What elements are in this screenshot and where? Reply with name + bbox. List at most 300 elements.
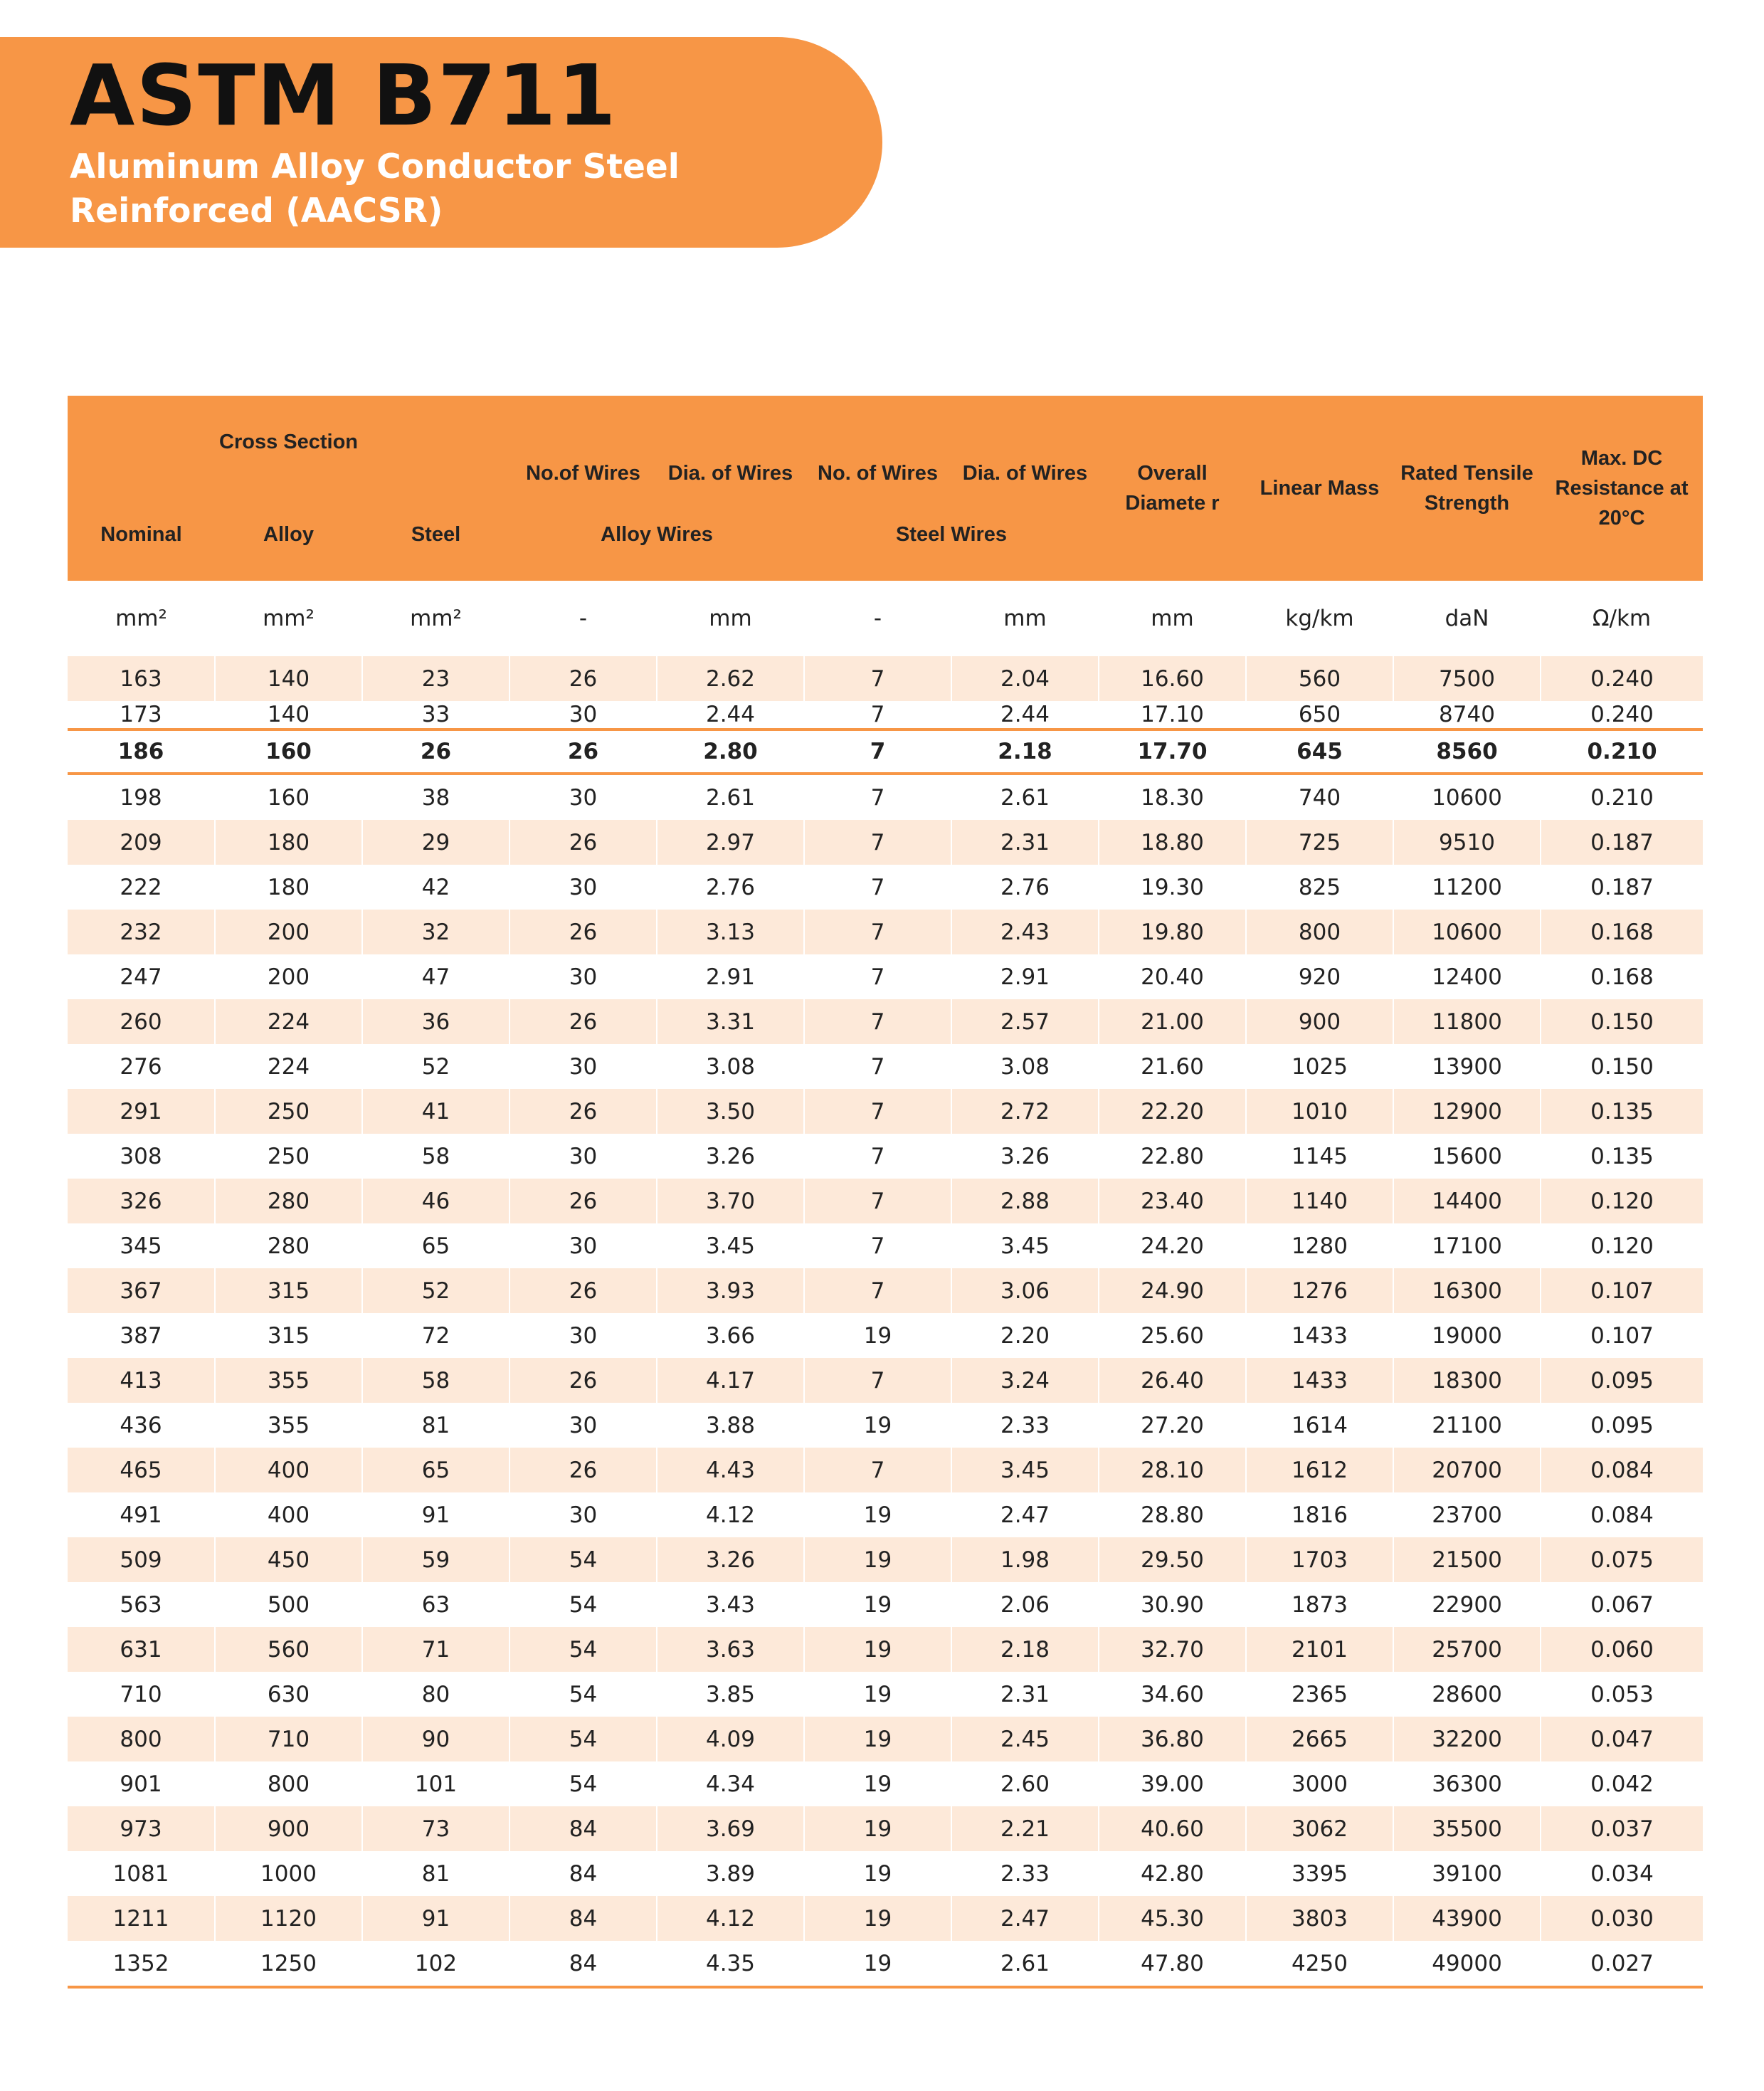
cell-alloy: 710 bbox=[215, 1717, 362, 1761]
cell-rated-tensile-strength: 12400 bbox=[1393, 954, 1541, 999]
cell-max-dc-resistance: 0.067 bbox=[1541, 1582, 1703, 1627]
unit-cell: daN bbox=[1445, 606, 1489, 631]
unit-cell: - bbox=[873, 606, 882, 631]
cell-rated-tensile-strength: 10600 bbox=[1393, 774, 1541, 820]
title-banner bbox=[0, 37, 882, 248]
cell-steel-dia-wires: 3.26 bbox=[951, 1134, 1099, 1179]
cell-overall-diameter: 21.00 bbox=[1099, 999, 1246, 1044]
cell-steel-no-wires: 19 bbox=[804, 1851, 951, 1896]
cell-alloy-dia-wires: 4.12 bbox=[657, 1896, 804, 1941]
cell-steel-no-wires: 19 bbox=[804, 1403, 951, 1448]
header-alloy-no-wires: No.of Wires bbox=[509, 396, 657, 488]
cell-steel-dia-wires: 2.60 bbox=[951, 1761, 1099, 1806]
header-cross-section: Cross Section bbox=[68, 396, 509, 488]
cell-linear-mass: 1276 bbox=[1246, 1268, 1393, 1313]
cell-steel: 59 bbox=[362, 1537, 509, 1582]
cell-linear-mass: 2101 bbox=[1246, 1627, 1393, 1672]
cell-alloy-dia-wires: 3.31 bbox=[657, 999, 804, 1044]
cell-overall-diameter: 18.80 bbox=[1099, 820, 1246, 865]
cell-alloy: 280 bbox=[215, 1223, 362, 1268]
cell-steel-dia-wires: 3.45 bbox=[951, 1448, 1099, 1492]
header-steel-dia-wires: Dia. of Wires bbox=[951, 396, 1099, 488]
cell-max-dc-resistance: 0.034 bbox=[1541, 1851, 1703, 1896]
cell-alloy-no-wires: 26 bbox=[509, 820, 657, 865]
unit-cell: mm² bbox=[263, 606, 315, 631]
cell-nominal: 367 bbox=[68, 1268, 215, 1313]
cell-steel-dia-wires: 2.18 bbox=[951, 730, 1099, 774]
unit-cell: mm² bbox=[410, 606, 462, 631]
header-max-dc-resistance: Max. DC Resistance at 20°C bbox=[1541, 396, 1703, 581]
cell-max-dc-resistance: 0.210 bbox=[1541, 730, 1703, 774]
cell-nominal: 276 bbox=[120, 1053, 162, 1080]
cell-steel: 90 bbox=[362, 1717, 509, 1761]
cell-linear-mass: 1873 bbox=[1246, 1582, 1393, 1627]
cell-steel-no-wires: 7 bbox=[804, 1089, 951, 1134]
cell-max-dc-resistance: 0.135 bbox=[1541, 1089, 1703, 1134]
cell-max-dc-resistance: 0.120 bbox=[1541, 1179, 1703, 1223]
cell-linear-mass: 3395 bbox=[1246, 1851, 1393, 1896]
cell-alloy: 180 bbox=[215, 820, 362, 865]
cell-max-dc-resistance: 0.150 bbox=[1541, 999, 1703, 1044]
cell-steel-dia-wires: 2.33 bbox=[951, 1851, 1099, 1896]
cell-alloy-no-wires: 26 bbox=[509, 1358, 657, 1403]
cell-steel-dia-wires: 3.08 bbox=[951, 1044, 1099, 1089]
cell-max-dc-resistance: 0.047 bbox=[1541, 1717, 1703, 1761]
cell-steel: 65 bbox=[362, 1448, 509, 1492]
cell-steel-dia-wires: 2.31 bbox=[951, 820, 1099, 865]
header-overall-diameter: Overall Diamete r bbox=[1099, 396, 1246, 581]
unit-cell: mm² bbox=[115, 606, 167, 631]
cell-overall-diameter: 22.80 bbox=[1099, 1134, 1246, 1179]
units-row bbox=[68, 581, 1703, 656]
cell-nominal: 209 bbox=[68, 820, 215, 865]
cell-overall-diameter: 42.80 bbox=[1099, 1851, 1246, 1896]
cell-overall-diameter: 22.20 bbox=[1099, 1089, 1246, 1134]
cell-steel-no-wires: 7 bbox=[804, 1134, 951, 1179]
cell-steel-no-wires: 7 bbox=[804, 656, 951, 701]
cell-steel: 80 bbox=[362, 1672, 509, 1717]
cell-steel-no-wires: 19 bbox=[804, 1492, 951, 1537]
cell-rated-tensile-strength: 21100 bbox=[1393, 1403, 1541, 1448]
cell-rated-tensile-strength: 49000 bbox=[1393, 1941, 1541, 1987]
cell-alloy-dia-wires: 4.12 bbox=[657, 1492, 804, 1537]
cell-alloy-no-wires: 26 bbox=[509, 999, 657, 1044]
table-row bbox=[68, 1313, 1703, 1358]
cell-steel: 102 bbox=[362, 1941, 509, 1987]
table-row bbox=[68, 1089, 1703, 1134]
cell-nominal: 1211 bbox=[68, 1896, 215, 1941]
cell-alloy-dia-wires: 3.89 bbox=[657, 1851, 804, 1896]
cell-steel-dia-wires: 2.47 bbox=[951, 1492, 1099, 1537]
cell-steel: 72 bbox=[362, 1313, 509, 1358]
cell-rated-tensile-strength: 11800 bbox=[1393, 999, 1541, 1044]
table-row bbox=[68, 1492, 1703, 1537]
table-header bbox=[68, 396, 1703, 656]
cell-rated-tensile-strength: 43900 bbox=[1393, 1896, 1541, 1941]
cell-linear-mass: 1433 bbox=[1246, 1313, 1393, 1358]
page-subtitle bbox=[70, 145, 852, 233]
table-row bbox=[68, 1896, 1703, 1941]
cell-alloy: 1250 bbox=[215, 1941, 362, 1987]
cell-alloy: 200 bbox=[215, 954, 362, 999]
cell-steel-dia-wires: 3.45 bbox=[951, 1223, 1099, 1268]
cell-alloy: 180 bbox=[215, 865, 362, 910]
cell-alloy: 1000 bbox=[215, 1851, 362, 1896]
cell-alloy: 315 bbox=[215, 1268, 362, 1313]
cell-nominal: 631 bbox=[68, 1627, 215, 1672]
cell-nominal: 198 bbox=[120, 784, 162, 811]
cell-steel-no-wires: 19 bbox=[804, 1761, 951, 1806]
cell-alloy-no-wires: 30 bbox=[509, 1313, 657, 1358]
cell-max-dc-resistance: 0.053 bbox=[1541, 1672, 1703, 1717]
cell-steel-dia-wires: 2.33 bbox=[951, 1403, 1099, 1448]
cell-steel-dia-wires: 2.47 bbox=[951, 1896, 1099, 1941]
cell-steel: 41 bbox=[362, 1089, 509, 1134]
cell-rated-tensile-strength: 35500 bbox=[1393, 1806, 1541, 1851]
cell-steel-no-wires: 19 bbox=[804, 1582, 951, 1627]
cell-alloy: 250 bbox=[215, 1089, 362, 1134]
cell-nominal: 291 bbox=[68, 1089, 215, 1134]
cell-max-dc-resistance: 0.135 bbox=[1541, 1134, 1703, 1179]
unit-cell: Ω/km bbox=[1592, 606, 1652, 631]
cell-linear-mass: 645 bbox=[1246, 730, 1393, 774]
table-row bbox=[68, 701, 1703, 730]
cell-overall-diameter: 24.90 bbox=[1099, 1268, 1246, 1313]
cell-alloy-dia-wires: 3.26 bbox=[657, 1134, 804, 1179]
cell-nominal: 973 bbox=[68, 1806, 215, 1851]
cell-alloy-dia-wires: 3.26 bbox=[657, 1537, 804, 1582]
cell-linear-mass: 1703 bbox=[1246, 1537, 1393, 1582]
cell-alloy: 500 bbox=[215, 1582, 362, 1627]
cell-steel-dia-wires: 2.76 bbox=[951, 865, 1099, 910]
cell-steel-dia-wires: 2.61 bbox=[951, 774, 1099, 820]
cell-alloy-no-wires: 26 bbox=[509, 1179, 657, 1223]
cell-alloy-dia-wires: 3.43 bbox=[657, 1582, 804, 1627]
cell-alloy: 355 bbox=[215, 1358, 362, 1403]
cell-linear-mass: 800 bbox=[1246, 910, 1393, 954]
cell-overall-diameter: 19.80 bbox=[1099, 910, 1246, 954]
cell-steel-no-wires: 19 bbox=[804, 1941, 951, 1987]
cell-nominal: 326 bbox=[68, 1179, 215, 1223]
cell-alloy: 400 bbox=[215, 1448, 362, 1492]
cell-alloy-dia-wires: 4.34 bbox=[657, 1761, 804, 1806]
cell-nominal: 509 bbox=[68, 1537, 215, 1582]
cell-alloy-no-wires: 84 bbox=[509, 1941, 657, 1987]
cell-max-dc-resistance: 0.187 bbox=[1541, 865, 1703, 910]
cell-steel: 81 bbox=[362, 1851, 509, 1896]
cell-nominal: 186 bbox=[68, 730, 215, 774]
cell-nominal: 163 bbox=[68, 656, 215, 701]
cell-rated-tensile-strength: 8560 bbox=[1393, 730, 1541, 774]
cell-alloy-dia-wires: 3.13 bbox=[657, 910, 804, 954]
cell-steel-no-wires: 19 bbox=[804, 1806, 951, 1851]
cell-rated-tensile-strength: 20700 bbox=[1393, 1448, 1541, 1492]
table-row bbox=[68, 1179, 1703, 1223]
cell-steel: 46 bbox=[362, 1179, 509, 1223]
spec-table bbox=[68, 396, 1703, 1989]
cell-steel-dia-wires: 3.24 bbox=[951, 1358, 1099, 1403]
cell-steel: 81 bbox=[362, 1403, 509, 1448]
cell-alloy-dia-wires: 2.97 bbox=[657, 820, 804, 865]
cell-steel: 63 bbox=[362, 1582, 509, 1627]
cell-steel-dia-wires: 3.06 bbox=[951, 1268, 1099, 1313]
cell-linear-mass: 3062 bbox=[1246, 1806, 1393, 1851]
cell-alloy-dia-wires: 2.80 bbox=[657, 730, 804, 774]
cell-alloy: 800 bbox=[215, 1761, 362, 1806]
table-row bbox=[68, 1717, 1703, 1761]
cell-alloy-no-wires: 26 bbox=[509, 730, 657, 774]
cell-alloy-no-wires: 30 bbox=[509, 1403, 657, 1448]
cell-alloy-dia-wires: 2.44 bbox=[657, 701, 804, 730]
cell-alloy-no-wires: 30 bbox=[509, 774, 657, 820]
cell-rated-tensile-strength: 39100 bbox=[1393, 1851, 1541, 1896]
cell-alloy: 140 bbox=[215, 701, 362, 730]
cell-nominal: 1352 bbox=[68, 1941, 215, 1987]
cell-steel: 32 bbox=[362, 910, 509, 954]
cell-steel-dia-wires: 2.18 bbox=[951, 1627, 1099, 1672]
cell-overall-diameter: 27.20 bbox=[1099, 1403, 1246, 1448]
cell-nominal: 247 bbox=[120, 964, 162, 990]
cell-alloy: 280 bbox=[215, 1179, 362, 1223]
cell-alloy: 450 bbox=[215, 1537, 362, 1582]
cell-rated-tensile-strength: 8740 bbox=[1393, 701, 1541, 730]
cell-steel-no-wires: 7 bbox=[804, 730, 951, 774]
table-row bbox=[68, 1358, 1703, 1403]
cell-nominal: 800 bbox=[68, 1717, 215, 1761]
spec-table-wrapper bbox=[68, 396, 1703, 1989]
table-row bbox=[68, 820, 1703, 865]
cell-linear-mass: 1816 bbox=[1246, 1492, 1393, 1537]
cell-alloy-dia-wires: 3.69 bbox=[657, 1806, 804, 1851]
cell-steel: 58 bbox=[362, 1134, 509, 1179]
cell-max-dc-resistance: 0.030 bbox=[1541, 1896, 1703, 1941]
cell-nominal: 222 bbox=[120, 874, 162, 900]
cell-max-dc-resistance: 0.240 bbox=[1541, 656, 1703, 701]
table-row bbox=[68, 1134, 1703, 1179]
cell-steel: 91 bbox=[362, 1492, 509, 1537]
cell-rated-tensile-strength: 11200 bbox=[1393, 865, 1541, 910]
table-row bbox=[68, 999, 1703, 1044]
cell-steel-no-wires: 7 bbox=[804, 1044, 951, 1089]
cell-linear-mass: 740 bbox=[1246, 774, 1393, 820]
table-row bbox=[68, 910, 1703, 954]
table-row bbox=[68, 954, 1703, 999]
cell-nominal: 491 bbox=[120, 1502, 162, 1528]
cell-alloy: 355 bbox=[215, 1403, 362, 1448]
cell-overall-diameter: 21.60 bbox=[1099, 1044, 1246, 1089]
table-row bbox=[68, 1761, 1703, 1806]
cell-alloy-dia-wires: 2.62 bbox=[657, 656, 804, 701]
cell-steel-no-wires: 7 bbox=[804, 954, 951, 999]
header-steel: Steel bbox=[362, 488, 509, 581]
cell-alloy-no-wires: 26 bbox=[509, 910, 657, 954]
cell-rated-tensile-strength: 7500 bbox=[1393, 656, 1541, 701]
cell-max-dc-resistance: 0.107 bbox=[1541, 1268, 1703, 1313]
cell-alloy-no-wires: 30 bbox=[509, 954, 657, 999]
cell-alloy-no-wires: 84 bbox=[509, 1851, 657, 1896]
table-row bbox=[68, 1044, 1703, 1089]
cell-nominal: 901 bbox=[120, 1771, 162, 1797]
cell-steel-dia-wires: 2.45 bbox=[951, 1717, 1099, 1761]
cell-linear-mass: 3803 bbox=[1246, 1896, 1393, 1941]
cell-steel: 101 bbox=[362, 1761, 509, 1806]
table-row bbox=[68, 865, 1703, 910]
cell-alloy-no-wires: 84 bbox=[509, 1806, 657, 1851]
cell-overall-diameter: 32.70 bbox=[1099, 1627, 1246, 1672]
cell-alloy-dia-wires: 2.91 bbox=[657, 954, 804, 999]
cell-linear-mass: 1614 bbox=[1246, 1403, 1393, 1448]
cell-alloy-no-wires: 54 bbox=[509, 1717, 657, 1761]
cell-alloy-dia-wires: 4.17 bbox=[657, 1358, 804, 1403]
table-row bbox=[68, 730, 1703, 774]
cell-alloy: 160 bbox=[215, 730, 362, 774]
cell-linear-mass: 560 bbox=[1246, 656, 1393, 701]
unit-cell: mm bbox=[1151, 606, 1194, 631]
cell-max-dc-resistance: 0.210 bbox=[1541, 774, 1703, 820]
header-alloy: Alloy bbox=[215, 488, 362, 581]
cell-steel-no-wires: 7 bbox=[804, 999, 951, 1044]
unit-cell: kg/km bbox=[1285, 606, 1354, 631]
cell-steel: 58 bbox=[362, 1358, 509, 1403]
cell-alloy-no-wires: 26 bbox=[509, 1268, 657, 1313]
cell-alloy-no-wires: 54 bbox=[509, 1761, 657, 1806]
cell-rated-tensile-strength: 22900 bbox=[1393, 1582, 1541, 1627]
cell-rated-tensile-strength: 12900 bbox=[1393, 1089, 1541, 1134]
table-row bbox=[68, 1627, 1703, 1672]
cell-steel: 33 bbox=[362, 701, 509, 730]
cell-nominal: 563 bbox=[120, 1591, 162, 1618]
cell-overall-diameter: 26.40 bbox=[1099, 1358, 1246, 1403]
table-row bbox=[68, 1268, 1703, 1313]
cell-steel-no-wires: 7 bbox=[804, 820, 951, 865]
cell-linear-mass: 4250 bbox=[1246, 1941, 1393, 1987]
table-row bbox=[68, 1941, 1703, 1987]
cell-steel-no-wires: 7 bbox=[804, 865, 951, 910]
unit-cell: - bbox=[579, 606, 588, 631]
cell-alloy-no-wires: 30 bbox=[509, 1492, 657, 1537]
cell-max-dc-resistance: 0.042 bbox=[1541, 1761, 1703, 1806]
cell-alloy: 400 bbox=[215, 1492, 362, 1537]
cell-nominal: 387 bbox=[120, 1322, 162, 1349]
cell-linear-mass: 725 bbox=[1246, 820, 1393, 865]
table-row bbox=[68, 1537, 1703, 1582]
cell-alloy-no-wires: 84 bbox=[509, 1896, 657, 1941]
cell-steel-no-wires: 19 bbox=[804, 1627, 951, 1672]
cell-alloy-dia-wires: 3.50 bbox=[657, 1089, 804, 1134]
cell-linear-mass: 1433 bbox=[1246, 1358, 1393, 1403]
cell-rated-tensile-strength: 15600 bbox=[1393, 1134, 1541, 1179]
cell-alloy: 250 bbox=[215, 1134, 362, 1179]
cell-steel-dia-wires: 2.06 bbox=[951, 1582, 1099, 1627]
cell-alloy-dia-wires: 3.63 bbox=[657, 1627, 804, 1672]
table-row bbox=[68, 1851, 1703, 1896]
cell-linear-mass: 2665 bbox=[1246, 1717, 1393, 1761]
cell-steel-dia-wires: 2.91 bbox=[951, 954, 1099, 999]
cell-overall-diameter: 16.60 bbox=[1099, 656, 1246, 701]
cell-alloy-dia-wires: 3.93 bbox=[657, 1268, 804, 1313]
cell-steel: 52 bbox=[362, 1044, 509, 1089]
cell-overall-diameter: 28.10 bbox=[1099, 1448, 1246, 1492]
cell-rated-tensile-strength: 18300 bbox=[1393, 1358, 1541, 1403]
cell-steel-no-wires: 19 bbox=[804, 1672, 951, 1717]
cell-alloy: 630 bbox=[215, 1672, 362, 1717]
cell-rated-tensile-strength: 13900 bbox=[1393, 1044, 1541, 1089]
cell-steel-no-wires: 19 bbox=[804, 1313, 951, 1358]
cell-rated-tensile-strength: 28600 bbox=[1393, 1672, 1541, 1717]
cell-nominal: 260 bbox=[68, 999, 215, 1044]
cell-steel: 91 bbox=[362, 1896, 509, 1941]
cell-overall-diameter: 34.60 bbox=[1099, 1672, 1246, 1717]
cell-linear-mass: 825 bbox=[1246, 865, 1393, 910]
cell-alloy: 315 bbox=[215, 1313, 362, 1358]
cell-max-dc-resistance: 0.168 bbox=[1541, 910, 1703, 954]
cell-rated-tensile-strength: 14400 bbox=[1393, 1179, 1541, 1223]
cell-alloy-dia-wires: 2.61 bbox=[657, 774, 804, 820]
cell-max-dc-resistance: 0.095 bbox=[1541, 1358, 1703, 1403]
cell-alloy: 560 bbox=[215, 1627, 362, 1672]
table-row bbox=[68, 774, 1703, 820]
cell-alloy-dia-wires: 4.35 bbox=[657, 1941, 804, 1987]
table-row bbox=[68, 1403, 1703, 1448]
cell-alloy-no-wires: 54 bbox=[509, 1672, 657, 1717]
cell-linear-mass: 1010 bbox=[1246, 1089, 1393, 1134]
cell-steel-no-wires: 7 bbox=[804, 1448, 951, 1492]
cell-steel-no-wires: 7 bbox=[804, 910, 951, 954]
cell-overall-diameter: 40.60 bbox=[1099, 1806, 1246, 1851]
cell-alloy: 160 bbox=[215, 774, 362, 820]
cell-rated-tensile-strength: 32200 bbox=[1393, 1717, 1541, 1761]
cell-overall-diameter: 17.70 bbox=[1099, 730, 1246, 774]
header-rated-tensile-strength: Rated Tensile Strength bbox=[1393, 396, 1541, 581]
cell-overall-diameter: 25.60 bbox=[1099, 1313, 1246, 1358]
cell-rated-tensile-strength: 9510 bbox=[1393, 820, 1541, 865]
cell-steel: 38 bbox=[362, 774, 509, 820]
table-body bbox=[68, 656, 1703, 1987]
cell-steel: 26 bbox=[362, 730, 509, 774]
cell-linear-mass: 2365 bbox=[1246, 1672, 1393, 1717]
cell-overall-diameter: 36.80 bbox=[1099, 1717, 1246, 1761]
cell-overall-diameter: 18.30 bbox=[1099, 774, 1246, 820]
cell-nominal: 173 bbox=[120, 702, 162, 727]
cell-linear-mass: 1140 bbox=[1246, 1179, 1393, 1223]
cell-max-dc-resistance: 0.037 bbox=[1541, 1806, 1703, 1851]
cell-nominal: 413 bbox=[68, 1358, 215, 1403]
cell-linear-mass: 920 bbox=[1246, 954, 1393, 999]
cell-overall-diameter: 23.40 bbox=[1099, 1179, 1246, 1223]
cell-overall-diameter: 29.50 bbox=[1099, 1537, 1246, 1582]
header-linear-mass: Linear Mass bbox=[1246, 396, 1393, 581]
cell-steel-dia-wires: 2.57 bbox=[951, 999, 1099, 1044]
cell-steel: 23 bbox=[362, 656, 509, 701]
cell-rated-tensile-strength: 19000 bbox=[1393, 1313, 1541, 1358]
header-alloy-wires: Alloy Wires bbox=[509, 488, 804, 581]
cell-nominal: 710 bbox=[120, 1681, 162, 1707]
cell-alloy-no-wires: 30 bbox=[509, 1044, 657, 1089]
cell-alloy-dia-wires: 3.70 bbox=[657, 1179, 804, 1223]
cell-max-dc-resistance: 0.027 bbox=[1541, 1941, 1703, 1987]
cell-steel-no-wires: 7 bbox=[804, 1179, 951, 1223]
cell-alloy-no-wires: 30 bbox=[509, 865, 657, 910]
cell-steel-dia-wires: 2.61 bbox=[951, 1941, 1099, 1987]
cell-nominal: 1081 bbox=[112, 1860, 169, 1887]
cell-max-dc-resistance: 0.084 bbox=[1541, 1492, 1703, 1537]
cell-linear-mass: 650 bbox=[1246, 701, 1393, 730]
cell-steel-dia-wires: 2.44 bbox=[951, 701, 1099, 730]
cell-max-dc-resistance: 0.240 bbox=[1541, 701, 1703, 730]
cell-overall-diameter: 45.30 bbox=[1099, 1896, 1246, 1941]
cell-alloy: 900 bbox=[215, 1806, 362, 1851]
cell-alloy-no-wires: 54 bbox=[509, 1582, 657, 1627]
